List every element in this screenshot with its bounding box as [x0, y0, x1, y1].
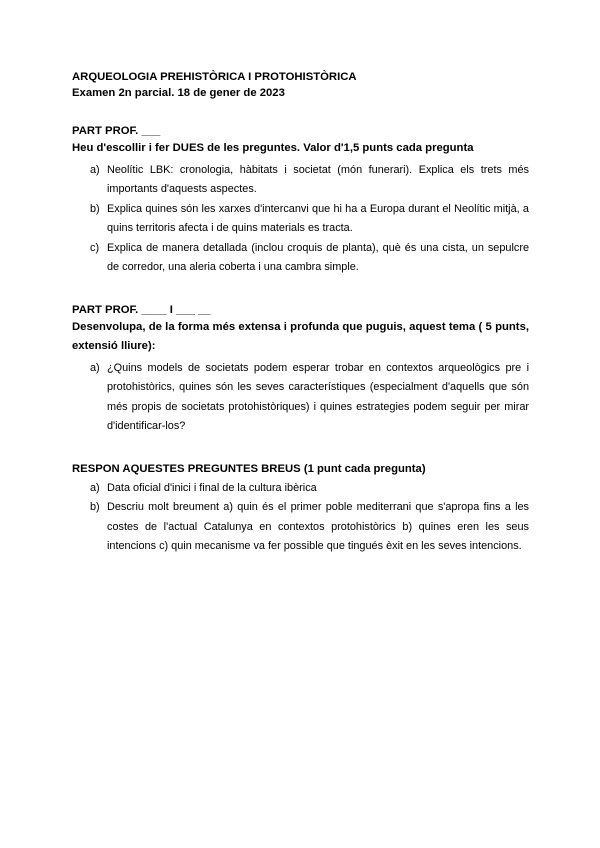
item-text: Explica de manera detallada (inclou croquis de planta), què és una cista, un sepulcre de corredor, una aleria coberta i una cambra simple. [107, 241, 529, 273]
section-instruction: Desenvolupa, de la forma més extensa i profunda que puguis, aquest tema ( 5 punts, extensió lliure): [72, 320, 529, 352]
question-item [72, 200, 529, 239]
item-text: Descriu molt breument a) quin és el primer poble mediterrani que s'apropa fins a les costes de l'actual Catalunya en contextos protohistòrics b) quines eren les seus intencions c) quin mecanisme va fer possible que tingués èxit en les seves intencions. [107, 501, 529, 552]
section-essay [72, 302, 529, 437]
question-list [72, 479, 529, 557]
section-title: RESPON AQUESTES PREGUNTES BREUS (1 punt cada pregunta) [72, 462, 426, 475]
section-title: PART PROF. ___ [72, 125, 161, 137]
item-marker: c) [90, 241, 100, 254]
item-text: Data oficial d'inici i final de la cultura ibèrica [107, 481, 317, 494]
item-marker: a) [90, 163, 100, 176]
item-marker: b) [90, 501, 100, 513]
section-instruction: Heu d'escollir i fer DUES de les preguntes. Valor d'1,5 punts cada pregunta [72, 142, 474, 154]
question-item [72, 498, 529, 557]
item-marker: b) [90, 202, 100, 215]
question-item [72, 161, 529, 200]
section-short-questions [72, 461, 529, 557]
course-title: ARQUEOLOGIA PREHISTÒRICA I PROTOHISTÒRICA [72, 71, 357, 83]
question-item [72, 479, 529, 499]
exam-subtitle: Examen 2n parcial. 18 de gener de 2023 [72, 87, 285, 99]
question-item [72, 359, 529, 437]
item-marker: a) [90, 361, 100, 374]
question-list [72, 161, 529, 278]
question-item [72, 239, 529, 278]
exam-page [72, 69, 529, 557]
item-text: ¿Quins models de societats podem esperar trobar en contextos arqueològics pre i protohistòrics, quines són les seves característiques (especialment d'aquells que són més propis de societats protohistòriques) i quines estrategies podem seguir per mirar d'identificar-los? [107, 361, 529, 432]
item-text: Explica quines són les xarxes d'intercanvi que hi ha a Europa durant el Neolític mitjà, a quins territoris afecta i de quins materials es tracta. [107, 202, 529, 234]
item-marker: a) [90, 481, 100, 494]
section-optional-questions [72, 123, 529, 278]
section-title: PART PROF. ____ I ___ __ [72, 303, 211, 316]
question-list [72, 359, 529, 437]
item-text: Neolític LBK: cronologia, hàbitats i societat (món funerari). Explica els trets més importants d'aquests aspectes. [107, 163, 529, 195]
